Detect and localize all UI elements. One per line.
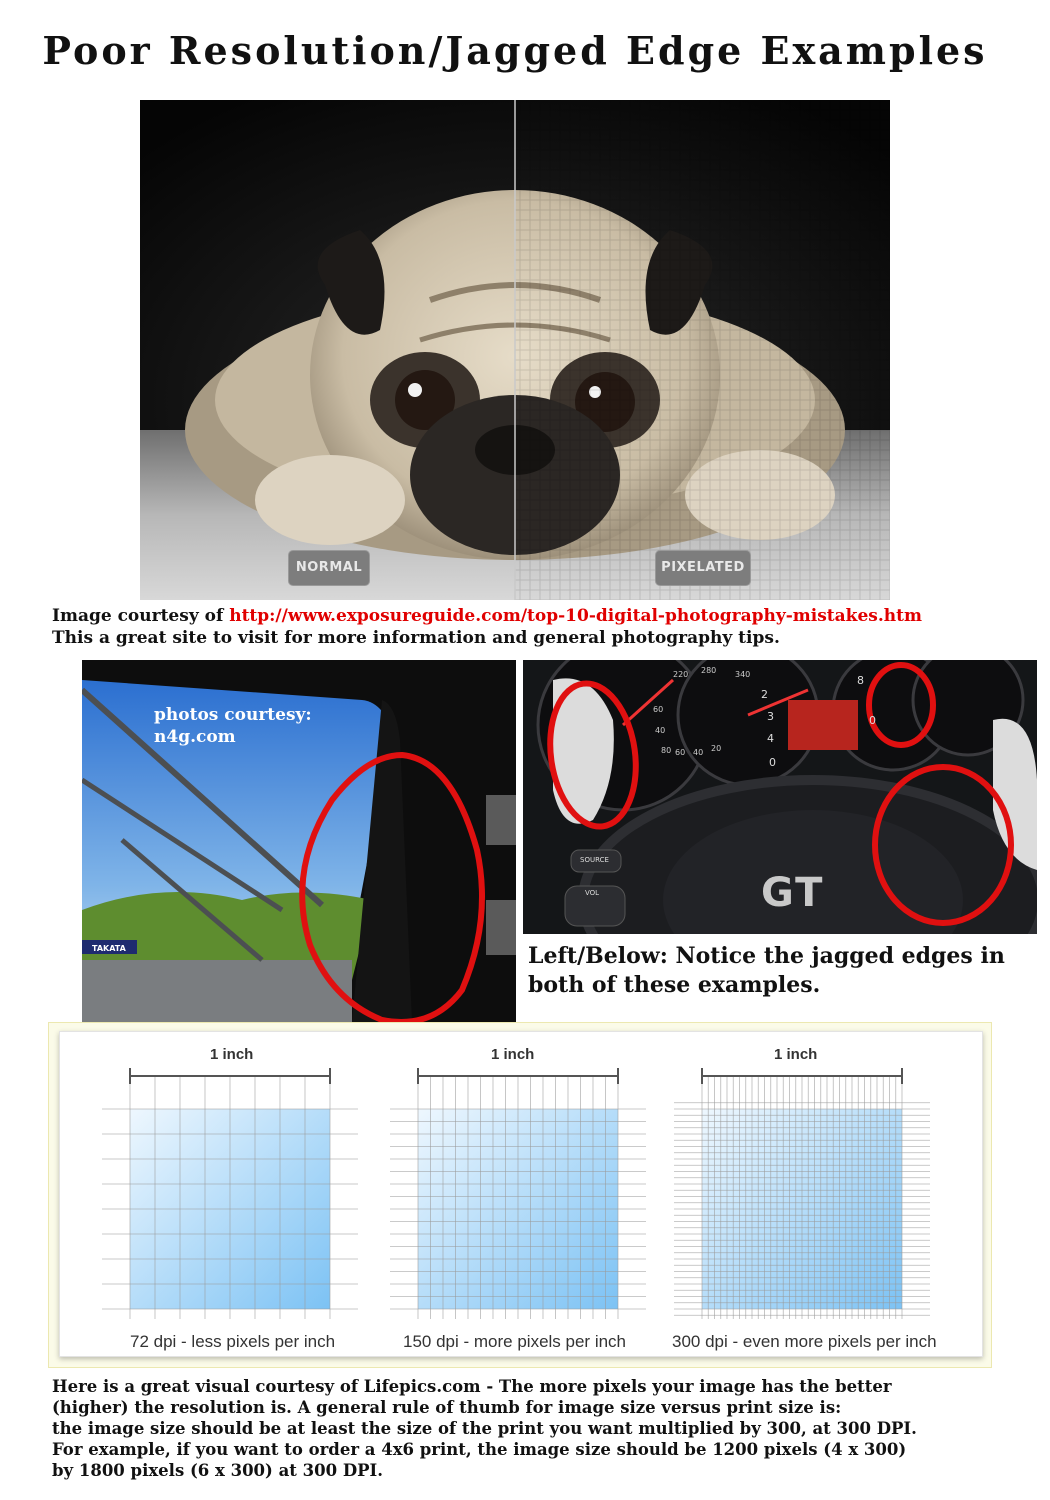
inch-label-72: 1 inch (210, 1046, 254, 1063)
gauge-number: 3 (767, 710, 774, 723)
footer-line: For example, if you want to order a 4x6 print, the image size should be 1200 pixels (4 x 300) (52, 1440, 907, 1459)
vol-button-label: VOL (585, 889, 600, 897)
gauge-number: 8 (857, 674, 864, 687)
pug-comparison-photo (140, 100, 890, 600)
pug-illustration (140, 100, 890, 600)
source-button-label: SOURCE (580, 856, 609, 864)
dpi-grids (60, 1032, 982, 1356)
dpi-label-72: 72 dpi - less pixels per inch (130, 1332, 336, 1351)
site-recommendation-text: This a great site to visit for more information and general photography tips. (52, 628, 780, 648)
page-title: Poor Resolution/Jagged Edge Examples (42, 28, 988, 73)
gauge-number: 4 (767, 732, 774, 745)
jagged-note-line2: both of these examples. (528, 972, 821, 998)
image-credit-prefix: Image courtesy of (52, 606, 230, 626)
dpi-comparison-panel (48, 1022, 992, 1368)
gauge-number: 40 (693, 748, 704, 757)
gauge-number: 220 (673, 670, 689, 679)
photo-credit (154, 704, 312, 748)
jagged-note-line1: Left/Below: Notice the jagged edges in (528, 943, 1005, 969)
inch-label-150: 1 inch (491, 1046, 535, 1063)
takata-sign: TAKATA (92, 944, 126, 953)
footer-line: by 1800 pixels (6 x 300) at 300 DPI. (52, 1461, 384, 1480)
dpi-label-300: 300 dpi - even more pixels per inch (672, 1332, 937, 1351)
gauge-number: 340 (735, 670, 751, 679)
photo-credit-line1: photos courtesy: (154, 705, 312, 725)
gauge-number: 60 (675, 748, 686, 757)
game-screenshot-right (523, 660, 1037, 934)
footer-line: Here is a great visual courtesy of Lifepics.com - The more pixels your image has the better (52, 1377, 892, 1396)
gauge-number: 280 (701, 666, 717, 675)
gauge-number: 60 (653, 705, 664, 714)
gauge-number: 80 (661, 746, 672, 755)
jagged-edges-note (528, 942, 1028, 1000)
inch-label-300: 1 inch (774, 1046, 818, 1063)
photo-credit-line2: n4g.com (154, 727, 236, 747)
dpi-grid-72 (102, 1068, 358, 1319)
gauge-number: 2 (761, 688, 768, 701)
gt-logo: GT (761, 870, 825, 916)
footer-line: the image size should be at least the size of the print you want multiplied by 300, at 300 DPI. (52, 1419, 917, 1438)
dpi-label-150: 150 dpi - more pixels per inch (403, 1332, 627, 1351)
game-screenshot-left (82, 660, 516, 1022)
footer-explanation (52, 1376, 1042, 1481)
gauge-number: 40 (655, 726, 666, 735)
dpi-grid-150 (390, 1068, 646, 1319)
image-credit-line (52, 606, 922, 626)
footer-line: (higher) the resolution is. A general rule of thumb for image size versus print size is: (52, 1398, 842, 1417)
exposureguide-link[interactable]: http://www.exposureguide.com/top-10-digital-photography-mistakes.htm (229, 606, 922, 626)
gauge-number: 0 (769, 756, 776, 769)
gauge-number: 0 (869, 714, 876, 727)
dpi-comparison-card (59, 1031, 983, 1357)
pixelated-label: PIXELATED (655, 550, 751, 586)
gauge-number: 20 (711, 744, 722, 753)
dpi-grid-300 (674, 1068, 930, 1319)
normal-label: NORMAL (288, 550, 370, 586)
